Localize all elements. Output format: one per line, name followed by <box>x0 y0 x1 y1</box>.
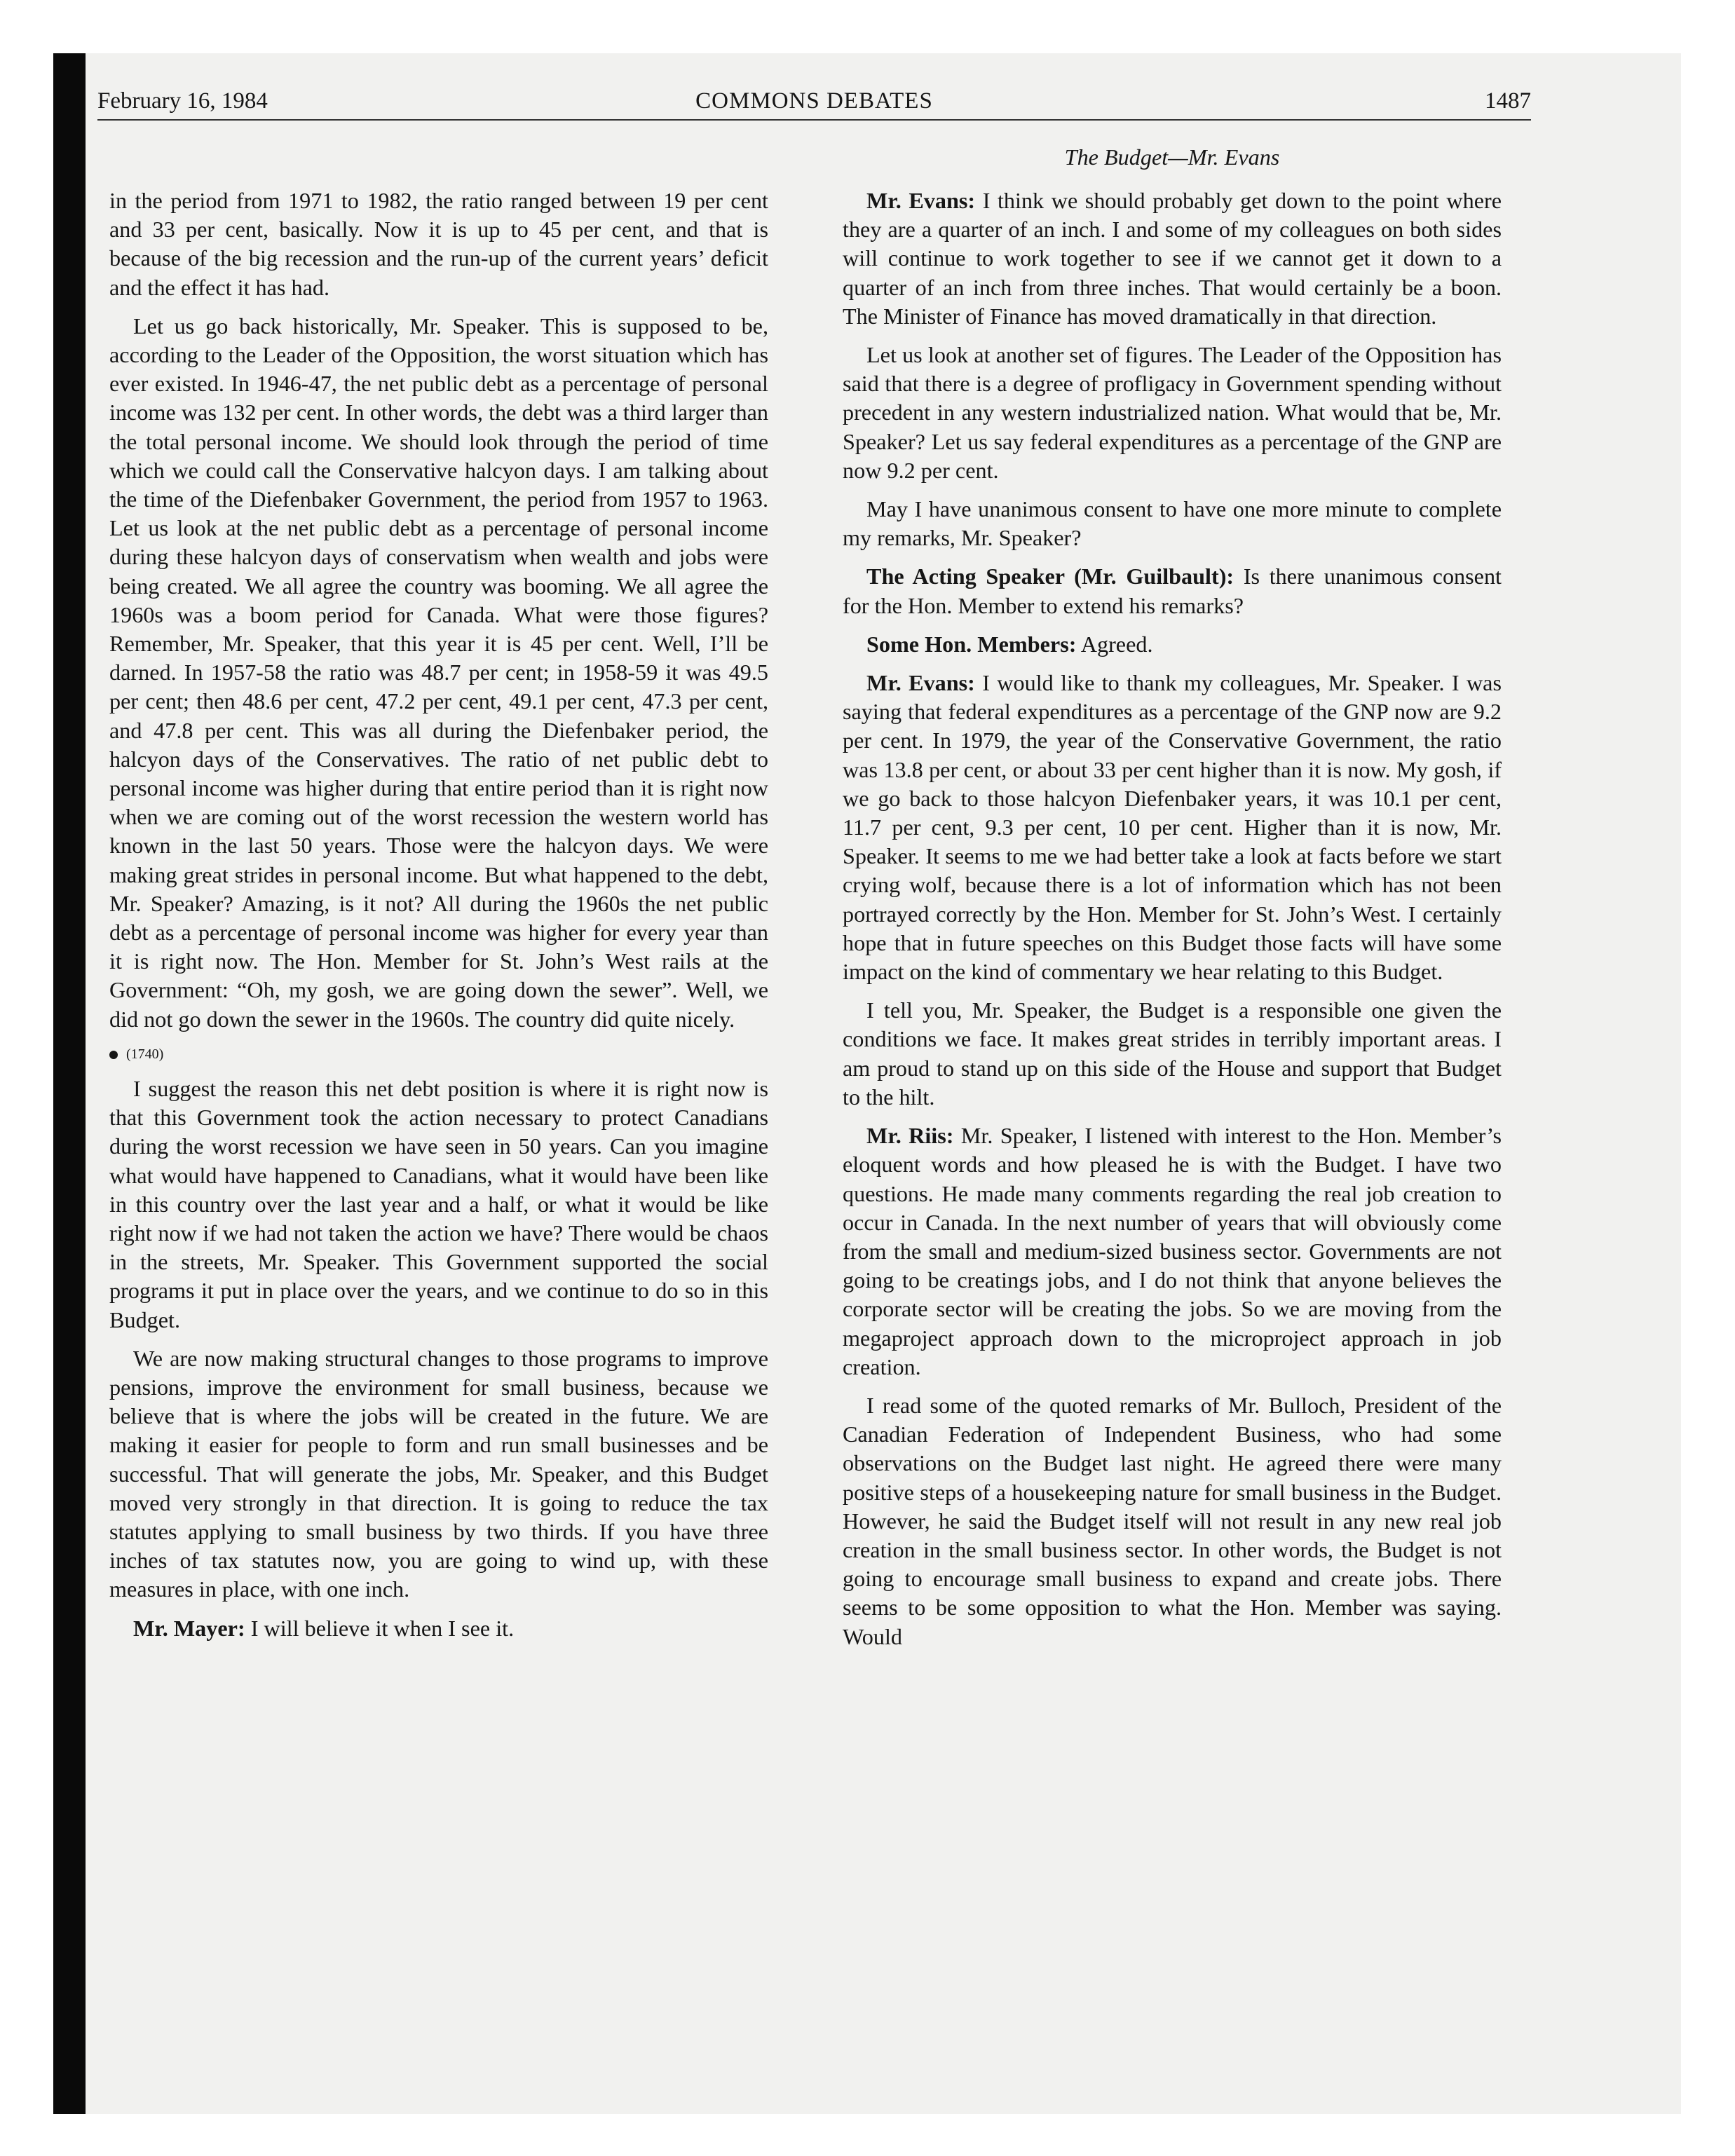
header-page-number: 1487 <box>1485 88 1531 114</box>
speech-text: Agreed. <box>1076 631 1153 657</box>
speaker-name: Mr. Evans: <box>866 670 975 696</box>
speech-paragraph <box>109 1614 768 1643</box>
speech-text: I will believe it when I see it. <box>245 1615 515 1641</box>
paragraph: Let us look at another set of figures. The Leader of the Opposition has said that there is a degree of profligacy in Government spending without precedent in any western industrialized nation. What would that be, Mr. Speaker? Let us say federal expenditures as a percentage of the GNP are now 9.2 per cent. <box>843 342 1502 483</box>
scan-edge-bar <box>53 53 86 2114</box>
speech-text: I think we should probably get down to the point where they are a quarter of an inch. I and some of my colleagues on both sides will continue to work together to see if we cannot get it down to a quarter of an inch from three inches. That would certainly be a boon. The Minister of Finance has moved dramatically in that direction. <box>843 188 1502 329</box>
speech-text: Mr. Speaker, I listened with interest to the Hon. Member’s eloquent words and how pleased he is with the Budget. I have two questions. He made many comments regarding the real job creation to occur in Canada. In the next number of years that will obviously come from the small and medium-sized business sector. Governments are not going to be creatings jobs, and I do not think that anyone believes the corporate sector will be creating the jobs. So we are moving from the megaproject approach down to the microproject approach in job creation. <box>843 1123 1502 1379</box>
running-head: The Budget—Mr. Evans <box>1064 144 1280 170</box>
speaker-name: Mr. Evans: <box>866 188 976 213</box>
left-column <box>109 186 768 1653</box>
speech-paragraph <box>843 630 1502 659</box>
header-publication: COMMONS DEBATES <box>695 88 933 114</box>
paragraph: in the period from 1971 to 1982, the ratio ranged between 19 per cent and 33 per cent, basically. Now it is up to 45 per cent, and that is because of the big recession and the run-up of the current years’ deficit and the effect it has had. <box>109 188 768 300</box>
paragraph: I suggest the reason this net debt position is where it is right now is that this Government took the action necessary to protect Canadians during the worst recession we have seen in 50 years. Can you imagine what would have happened to Canadians, what it would have been like in this country over the last year and a half, or what it would be like right now if we had not taken the action we have? There would be chaos in the streets, Mr. Speaker. This Government supported the social programs it put in place over the years, and we continue to do so in this Budget. <box>109 1075 768 1332</box>
speech-paragraph <box>843 186 1502 331</box>
bullet-dot-icon <box>109 1051 118 1059</box>
time-marker <box>109 1044 768 1065</box>
paragraph: May I have unanimous consent to have one more minute to complete my remarks, Mr. Speaker? <box>843 496 1502 551</box>
speaker-name: Some Hon. Members: <box>866 631 1077 657</box>
time-marker-label: (1740) <box>126 1046 164 1062</box>
speech-text: I would like to thank my colleagues, Mr. Speaker. I was saying that federal expenditures as a percentage of the GNP now are 9.2 per cent. In 1979, the year of the Conservative Government, the ratio was 13.8 per cent, or about 33 per cent higher than it is now. My gosh, if we go back to those halcyon Diefenbaker years, it was 10.1 per cent, 11.7 per cent, 9.3 per cent, 10 per cent. Higher than it is now, Mr. Speaker. It seems to me we had better take a look at facts before we start crying wolf, because there is a lot of information which has not been portrayed correctly by the Hon. Member for St. John’s West. I certainly hope that in future speeches on this Budget those facts will have some impact on the kind of commentary we hear relating to this Budget. <box>843 670 1502 985</box>
paragraph: I tell you, Mr. Speaker, the Budget is a responsible one given the conditions we face. It makes great strides in terribly important areas. I am proud to stand up on this side of the House and support that Budget to the hilt. <box>843 997 1502 1110</box>
speech-paragraph <box>843 562 1502 620</box>
speaker-name: Mr. Riis: <box>866 1123 954 1149</box>
speech-paragraph <box>843 669 1502 986</box>
speaker-name: Mr. Mayer: <box>133 1615 245 1641</box>
right-column <box>843 186 1502 1661</box>
page-header <box>97 87 1531 121</box>
header-date: February 16, 1984 <box>97 88 268 114</box>
speaker-name: The Acting Speaker (Mr. Guilbault): <box>866 564 1234 589</box>
paragraph: We are now making structural changes to those programs to improve pensions, improve the environment for small business, because we believe that is where the jobs will be created in the future. We are making it easier for people to form and run small businesses and be successful. That will generate the jobs, Mr. Speaker, and this Budget moved very strongly in that direction. It is going to reduce the tax statutes applying to small business by two thirds. If you have three inches of tax statutes now, you are going to wind up, with these measures in place, with one inch. <box>109 1345 768 1602</box>
paragraph: I read some of the quoted remarks of Mr. Bulloch, President of the Canadian Federation of Independent Business, who had some observations on the Budget last night. He agreed there were many positive steps of a housekeeping nature for small business in the Budget. However, he said the Budget itself will not result in any new real job creation in the small business sector. In other words, the Budget is not going to encourage small business to expand and create jobs. There seems to be some opposition to what the Hon. Member was saying. Would <box>843 1392 1502 1649</box>
speech-text: Is there unanimous consent for the Hon. Member to extend his remarks? <box>843 564 1502 618</box>
paragraph: Let us go back historically, Mr. Speaker. This is supposed to be, according to the Leader of the Opposition, the worst situation which has ever existed. In 1946-47, the net public debt as a percentage of personal income was 132 per cent. In other words, the debt was a third larger than the total personal income. We should look through the period of time which we could call the Conservative halcyon days. I am talking about the time of the Diefenbaker Government, the period from 1957 to 1963. Let us look at the net public debt as a percentage of personal income during these halcyon days of conservatism when wealth and jobs were being created. We all agree the country was booming. We all agree the 1960s was a boom period for Canada. What were those figures? Remember, Mr. Speaker, that this year it is 45 per cent. Well, I’ll be darned. In 1957-58 the ratio was 48.7 per cent; in 1958-59 it was 49.5 per cent; then 48.6 per cent, 47.2 per cent, 49.1 per cent, 47.3 per cent, and 47.8 per cent. This was all during the Diefenbaker period, the halcyon days of the Conservatives. The ratio of net public debt to personal income was higher during that entire period than it is right now when we are coming out of the worst recession the western world has known in the last 50 years. Those were the halcyon days. We were making great strides in personal income. But what happened to the debt, Mr. Speaker? Amazing, is it not? All during the 1960s the net public debt as a percentage of personal income was higher for every year than it is right now. The Hon. Member for St. John’s West rails at the Government: “Oh, my gosh, we are going down the sewer”. Well, we did not go down the sewer in the 1960s. The country did quite nicely. <box>109 313 768 1032</box>
speech-paragraph <box>843 1121 1502 1381</box>
